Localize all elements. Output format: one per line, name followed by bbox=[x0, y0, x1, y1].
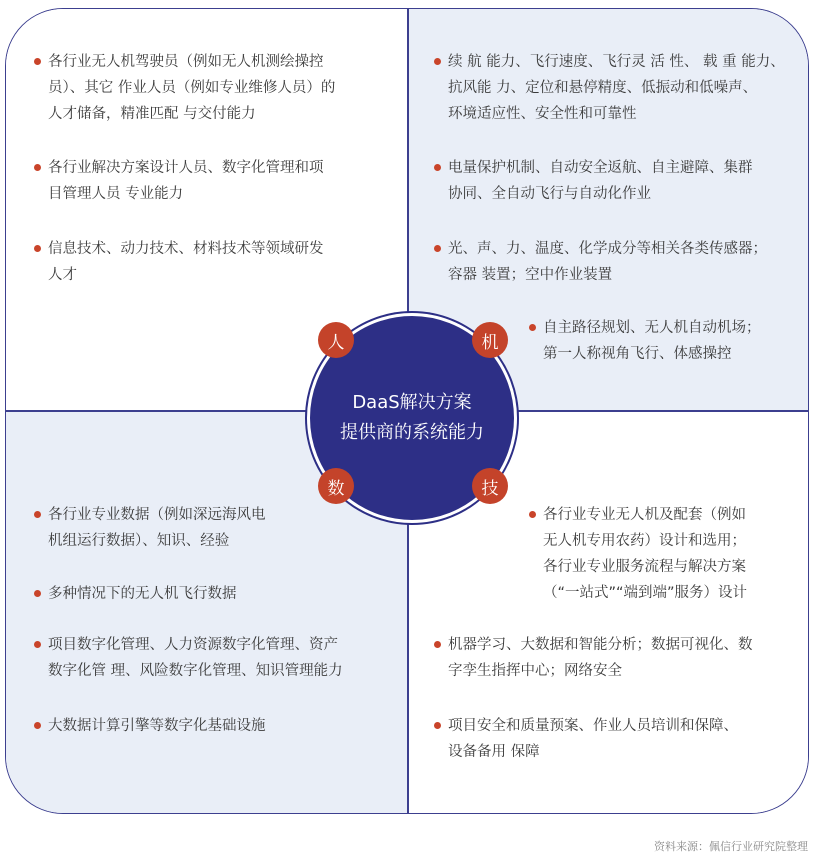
bullet-dot bbox=[34, 722, 41, 729]
badge-machine: 机 bbox=[472, 322, 508, 358]
people-item-3: 信息技术、动力技术、材料技术等领域研发 人才 bbox=[48, 236, 324, 288]
bullet-dot bbox=[434, 245, 441, 252]
bullet-dot bbox=[34, 590, 41, 597]
machine-item-1: 续 航 能力、飞行速度、飞行灵 活 性、 载 重 能力、 抗风能 力、定位和悬停精度、低振动和低噪声、 环境适应性、安全性和可靠性 bbox=[448, 49, 785, 127]
bullet-dot bbox=[529, 511, 536, 518]
people-item-2: 各行业解决方案设计人员、数字化管理和项 目管理人员 专业能力 bbox=[48, 155, 324, 207]
bullet-dot bbox=[34, 641, 41, 648]
people-item-1: 各行业无人机驾驶员（例如无人机测绘操控 员）、其它 作业人员（例如专业维修人员）的 人才储备，精准匹配 与交付能力 bbox=[48, 49, 335, 127]
technology-item-1: 各行业专业无人机及配套（例如 无人机专用农药）设计和选用； 各行业专业服务流程与解决方案 （“一站式”“端到端”服务）设计 bbox=[543, 502, 747, 606]
data-item-3: 项目数字化管理、人力资源数字化管理、资产 数字化管 理、风险数字化管理、知识管理能力 bbox=[48, 632, 343, 684]
badge-data: 数 bbox=[318, 468, 354, 504]
badge-technology: 技 bbox=[472, 468, 508, 504]
bullet-dot bbox=[434, 164, 441, 171]
data-item-4: 大数据计算引擎等数字化基础设施 bbox=[48, 713, 266, 739]
data-item-1: 各行业专业数据（例如深远海风电 机组运行数据）、知识、经验 bbox=[48, 502, 266, 554]
bullet-dot bbox=[434, 58, 441, 65]
bullet-dot bbox=[529, 324, 536, 331]
data-item-2: 多种情况下的无人机飞行数据 bbox=[48, 581, 237, 607]
bullet-dot bbox=[34, 511, 41, 518]
machine-item-2: 电量保护机制、自动安全返航、自主避障、集群 协同、全自动飞行与自动化作业 bbox=[448, 155, 753, 207]
badge-people: 人 bbox=[318, 322, 354, 358]
bullet-dot bbox=[34, 245, 41, 252]
diagram-frame bbox=[5, 8, 809, 814]
source-note: 资料来源：佩信行业研究院整理 bbox=[654, 840, 808, 853]
technology-item-2: 机器学习、大数据和智能分析；数据可视化、数 字孪生指挥中心；网络安全 bbox=[448, 632, 753, 684]
center-title-line-2: 提供商的系统能力 bbox=[340, 422, 484, 443]
bullet-dot bbox=[434, 722, 441, 729]
bullet-dot bbox=[34, 164, 41, 171]
center-title-line-1: DaaS解决方案 bbox=[352, 392, 472, 413]
bullet-dot bbox=[34, 58, 41, 65]
bullet-dot bbox=[434, 641, 441, 648]
machine-item-4: 自主路径规划、无人机自动机场； 第一人称视角飞行、体感操控 bbox=[543, 315, 761, 367]
technology-item-3: 项目安全和质量预案、作业人员培训和保障、 设备备用 保障 bbox=[448, 713, 738, 765]
machine-item-3: 光、声、力、温度、化学成分等相关各类传感器； 容器 装置；空中作业装置 bbox=[448, 236, 767, 288]
